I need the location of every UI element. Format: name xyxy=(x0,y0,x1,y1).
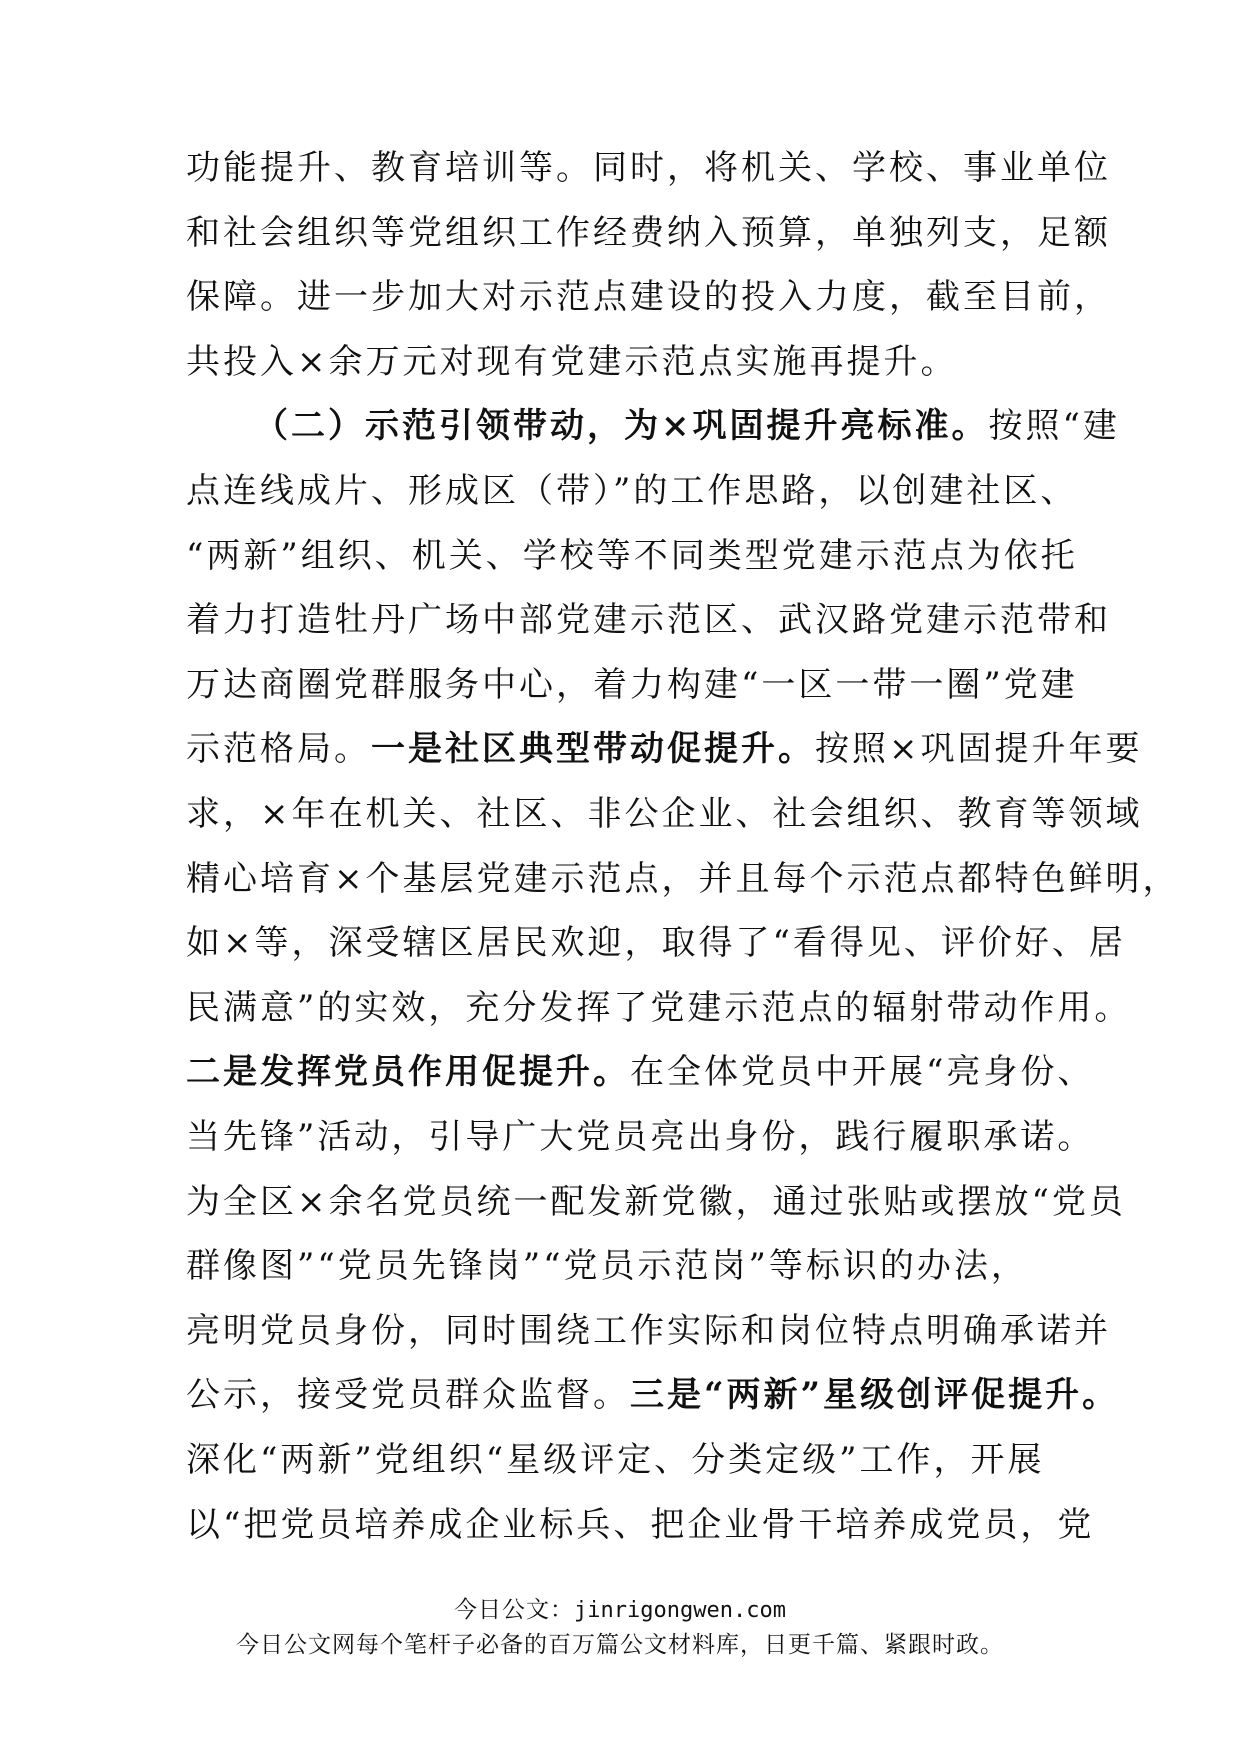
bold-text: 二是发挥党员作用促提升。 xyxy=(186,1052,630,1093)
text-line xyxy=(186,332,1066,392)
text-line xyxy=(186,1365,1120,1425)
text-segment: 共投入×余万元对现有党建示范点实施再提升。 xyxy=(186,341,958,382)
text-line xyxy=(186,1495,1095,1555)
footer-slogan: 今日公文网每个笔杆子必备的百万篇公文材料库，日更千篇、紧跟时政。 xyxy=(236,1632,1004,1658)
text-line xyxy=(186,138,1111,198)
text-segment: 精心培育×个基层党建示范点，并且每个示范点都特色鲜明， xyxy=(186,858,1180,899)
text-segment: 公示，接受党员群众监督。 xyxy=(186,1375,630,1416)
text-segment: 求，×年在机关、社区、非公企业、社会组织、教育等领域 xyxy=(186,794,1143,834)
text-line xyxy=(186,1107,1095,1167)
text-line xyxy=(186,1172,1126,1232)
footer-url[interactable]: jinrigongwen.com xyxy=(574,1598,786,1623)
text-line xyxy=(186,1430,1066,1490)
text-segment: “两新”组织、机关、学校等不同类型党建示范点为依托 xyxy=(186,535,1078,576)
text-line xyxy=(186,913,1126,973)
text-segment: 民满意”的实效，充分发挥了党建示范点的辐射带动作用。 xyxy=(186,987,1132,1028)
text-segment: 点连线成片、形成区（带）”的工作思路，以创建社区、 xyxy=(186,471,1078,511)
bold-text: 一是社区典型带动促提升。 xyxy=(371,729,815,770)
text-segment: 按照“建 xyxy=(988,406,1120,447)
text-line xyxy=(186,978,1132,1038)
text-line xyxy=(186,1301,1111,1361)
text-line xyxy=(186,849,1180,909)
footer-source xyxy=(0,1591,1240,1624)
text-segment: 示范格局。 xyxy=(186,729,371,770)
text-line xyxy=(186,1042,1095,1102)
text-line xyxy=(186,784,1143,844)
text-segment: 亮明党员身份，同时围绕工作实际和岗位特点明确承诺并 xyxy=(186,1310,1111,1351)
text-segment: 为全区×余名党员统一配发新党徽，通过张贴或摆放“党员 xyxy=(186,1181,1126,1222)
text-segment: 着力打造牡丹广场中部党建示范区、武汉路党建示范带和 xyxy=(186,600,1111,641)
text-line xyxy=(186,590,1111,650)
text-segment: 保障。进一步加大对示范点建设的投入力度，截至目前， xyxy=(186,277,1111,318)
text-segment: 当先锋”活动，引导广大党员亮出身份，践行履职承诺。 xyxy=(186,1117,1095,1157)
text-segment: 和社会组织等党组织工作经费纳入预算，单独列支，足额 xyxy=(186,212,1111,253)
text-segment: 按照×巩固提升年要 xyxy=(815,729,1143,770)
text-line xyxy=(186,655,1078,715)
text-segment: 在全体党员中开展“亮身份、 xyxy=(630,1052,1095,1093)
text-segment: 万达商圈党群服务中心，着力构建“一区一带一圈”党建 xyxy=(186,664,1078,705)
text-line xyxy=(186,526,1078,586)
bold-text: （二）示范引领带动，为×巩固提升亮标准。 xyxy=(254,406,989,447)
text-segment: 以“把党员培养成企业标兵、把企业骨干培养成党员，党 xyxy=(186,1504,1095,1545)
text-segment: 功能提升、教育培训等。同时，将机关、学校、事业单位 xyxy=(186,148,1111,188)
text-segment: 深化“两新”党组织“星级评定、分类定级”工作，开展 xyxy=(186,1440,1045,1480)
bold-text: 三是“两新”星级创评促提升。 xyxy=(630,1375,1120,1416)
text-line xyxy=(186,461,1078,521)
text-line xyxy=(186,1236,1066,1296)
text-segment: 群像图”“党员先锋岗”“党员示范岗”等标识的办法， xyxy=(186,1246,1028,1287)
text-line xyxy=(186,203,1111,263)
text-line xyxy=(254,396,1134,456)
text-segment: 如×等，深受辖区居民欢迎，取得了“看得见、评价好、居 xyxy=(186,923,1126,964)
footer-label: 今日公文： xyxy=(454,1597,575,1623)
text-line xyxy=(186,267,1111,327)
text-line xyxy=(186,719,1143,779)
